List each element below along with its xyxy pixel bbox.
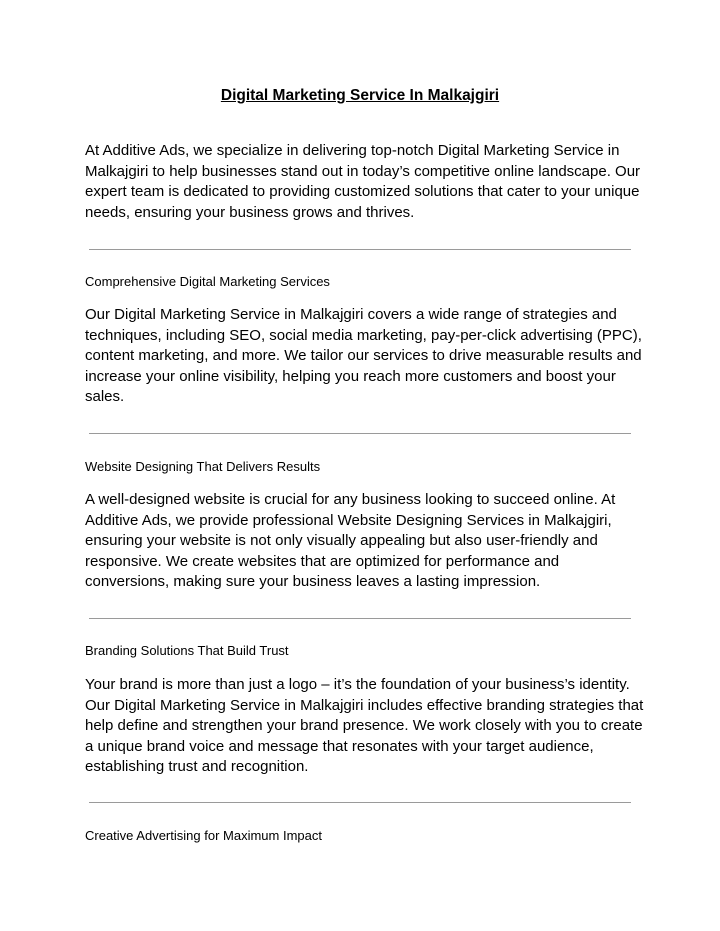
section-divider (89, 249, 631, 250)
section-divider (89, 802, 631, 803)
document-title: Digital Marketing Service In Malkajgiri (220, 87, 500, 104)
section-body-digital-marketing: Our Digital Marketing Service in Malkajgiri covers a wide range of strategies and techniques, including SEO, social media marketing, pay-per-click advertising (PPC), content marketing, and more. We tailor our services to drive measurable results and increase your online visibility, helping you reach more customers and boost your sales. (85, 306, 642, 405)
section-heading-digital-marketing: Comprehensive Digital Marketing Services (85, 274, 330, 289)
section-body-website-design: A well-designed website is crucial for any business looking to succeed online. At Additive Ads, we provide professional Website Designing Services in Malkajgiri, ensuring your website is not only visually appealing but also user-friendly and responsive. We create websites that are optimized for performance and conversions, making sure your business leaves a lasting impression. (85, 491, 616, 590)
section-heading-website-design: Website Designing That Delivers Results (85, 459, 321, 474)
section-divider (89, 433, 631, 434)
intro-paragraph: At Additive Ads, we specialize in delivering top-notch Digital Marketing Service in Malkajgiri to help businesses stand out in today’s competitive online landscape. Our expert team is dedicated to providing customized solutions that cater to your unique needs, ensuring your business grows and thrives. (85, 142, 641, 221)
section-heading-advertising: Creative Advertising for Maximum Impact (85, 828, 322, 843)
section-divider (89, 618, 631, 619)
section-body-branding: Your brand is more than just a logo – it’s the foundation of your business’s identity. Our Digital Marketing Service in Malkajgiri includes effective branding strategies that help define and strengthen your brand presence. We work closely with you to create a unique brand voice and message that resonates with your target audience, establishing trust and recognition. (85, 676, 644, 775)
section-heading-branding: Branding Solutions That Build Trust (85, 643, 289, 658)
